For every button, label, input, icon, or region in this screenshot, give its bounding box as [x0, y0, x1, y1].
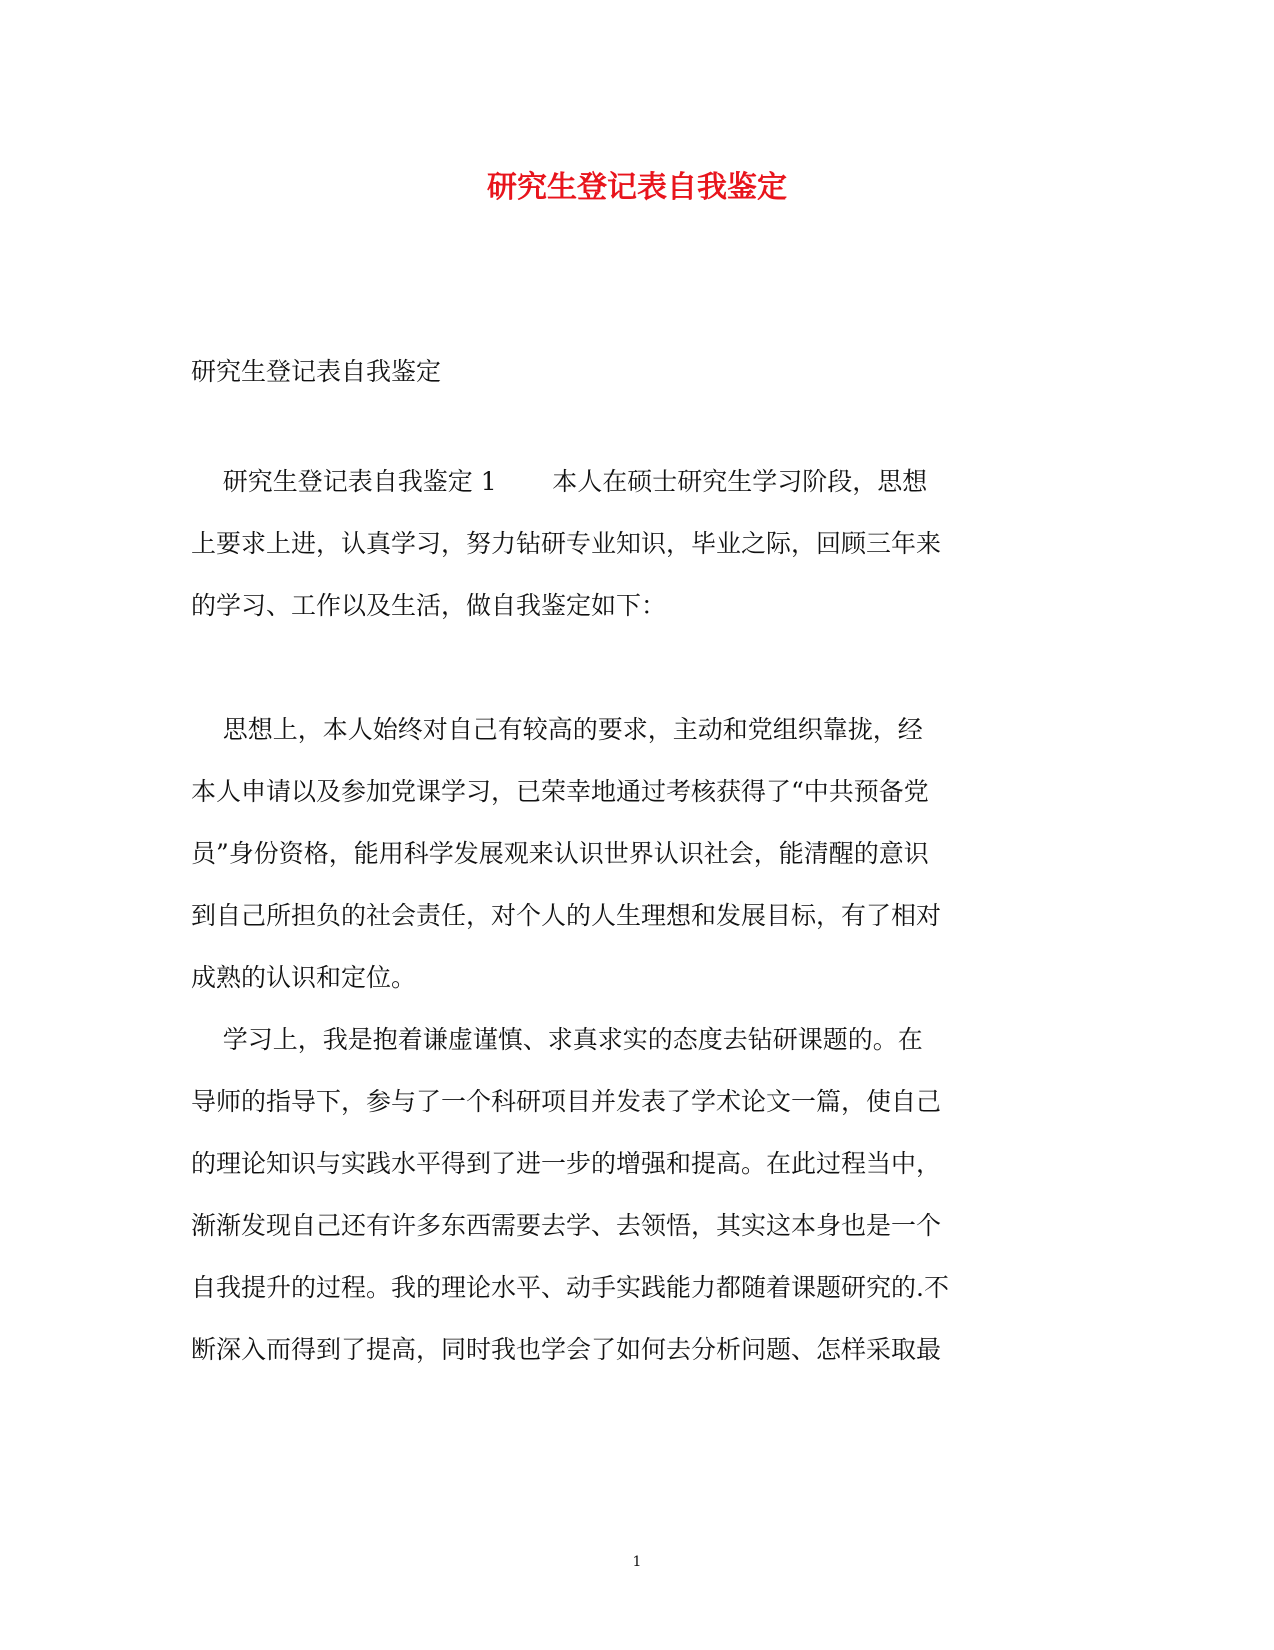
paragraph-line: 渐渐发现自己还有许多东西需要去学、去领悟，其实这本身也是一个	[191, 1211, 942, 1240]
paragraph-line: 自我提升的过程。我的理论水平、动手实践能力都随着课题研究的.不	[191, 1273, 949, 1302]
paragraph-intro	[191, 464, 1091, 624]
paragraph-line: 的学习、工作以及生活，做自我鉴定如下：	[191, 591, 667, 620]
page-number: 1	[632, 1554, 642, 1570]
paragraph-line: 导师的指导下，参与了一个科研项目并发表了学术论文一篇，使自己	[191, 1087, 942, 1116]
paragraph-ideology	[191, 712, 1091, 996]
paragraph-line: 上要求上进，认真学习，努力钻研专业知识，毕业之际，回顾三年来	[191, 529, 942, 558]
document-subtitle: 研究生登记表自我鉴定	[191, 357, 442, 386]
paragraph-line: 到自己所担负的社会责任，对个人的人生理想和发展目标，有了相对	[191, 901, 942, 930]
paragraph-line: 学习上，我是抱着谦虚谨慎、求真求实的态度去钻研课题的。在	[191, 1025, 923, 1054]
page-title: 研究生登记表自我鉴定	[487, 170, 787, 205]
paragraph-line: 研究生登记表自我鉴定 1 本人在硕士研究生学习阶段，思想	[191, 467, 928, 496]
paragraph-line: 成熟的认识和定位。	[191, 963, 417, 992]
paragraph-line: 员”身份资格，能用科学发展观来认识世界认识社会，能清醒的意识	[191, 839, 929, 868]
paragraph-line: 本人申请以及参加党课学习，已荣幸地通过考核获得了“中共预备党	[191, 777, 929, 806]
paragraph-study	[191, 1022, 1091, 1368]
paragraph-line: 断深入而得到了提高，同时我也学会了如何去分析问题、怎样采取最	[191, 1335, 942, 1364]
paragraph-line: 的理论知识与实践水平得到了进一步的增强和提高。在此过程当中，	[191, 1149, 942, 1178]
paragraph-line: 思想上，本人始终对自己有较高的要求，主动和党组织靠拢，经	[191, 715, 923, 744]
